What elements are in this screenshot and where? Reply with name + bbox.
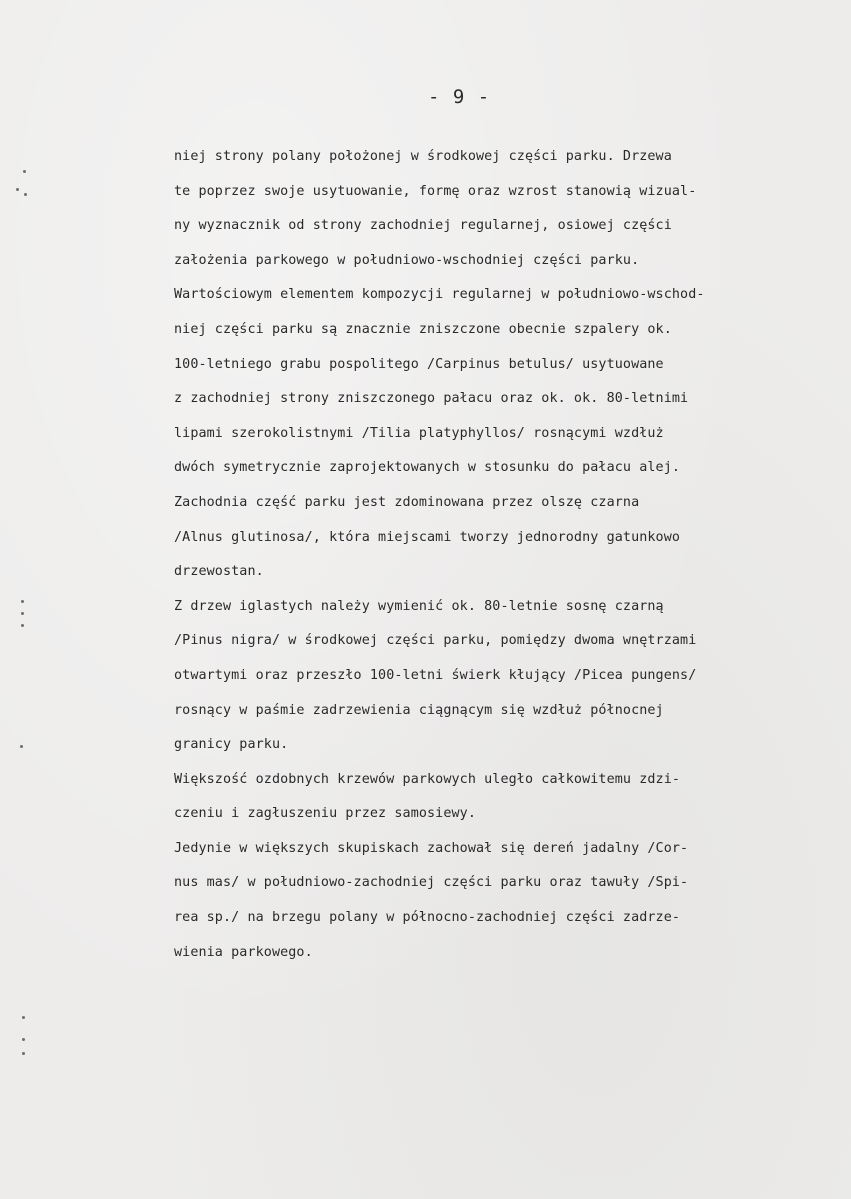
text-line: Wartościowym elementem kompozycji regularnej w południowo-wschod- — [174, 287, 705, 303]
text-line: rea sp./ na brzegu polany w północno-zachodniej części zadrze- — [174, 910, 681, 926]
text-line: te poprzez swoje usytuowanie, formę oraz wzrost stanowią wizual- — [174, 183, 697, 199]
body-text — [174, 140, 844, 970]
page-number: - 9 - — [428, 86, 491, 108]
text-line: Większość ozdobnych krzewów parkowych uległo całkowitemu zdzi- — [174, 771, 681, 787]
text-line: z zachodniej strony zniszczonego pałacu oraz ok. ok. 80-letnimi — [174, 391, 689, 407]
scan-speck — [22, 1038, 25, 1041]
scan-speck — [22, 1052, 25, 1055]
text-line: 100-letniego grabu pospolitego /Carpinus betulus/ usytuowane — [174, 356, 664, 372]
text-line: drzewostan. — [174, 564, 264, 580]
scan-speck — [21, 624, 24, 627]
text-line: ny wyznacznik od strony zachodniej regularnej, osiowej części — [174, 218, 672, 234]
text-line: rosnący w paśmie zadrzewienia ciągnącym się wzdłuż północnej — [174, 702, 664, 718]
text-line: Jedynie w większych skupiskach zachował się dereń jadalny /Cor- — [174, 840, 689, 856]
text-line: czeniu i zagłuszeniu przez samosiewy. — [174, 806, 476, 822]
text-line: Z drzew iglastych należy wymienić ok. 80-letnie sosnę czarną — [174, 598, 664, 614]
scan-speck — [24, 193, 27, 196]
text-line: otwartymi oraz przeszło 100-letni świerk kłujący /Picea pungens/ — [174, 667, 697, 683]
scan-speck — [16, 188, 19, 191]
text-line: założenia parkowego w południowo-wschodniej części parku. — [174, 252, 640, 268]
text-line: /Pinus nigra/ w środkowej części parku, pomiędzy dwoma wnętrzami — [174, 633, 697, 649]
text-line: nus mas/ w południowo-zachodniej części parku oraz tawuły /Spi- — [174, 875, 689, 891]
text-line: /Alnus glutinosa/, która miejscami tworzy jednorodny gatunkowo — [174, 529, 681, 545]
text-line: wienia parkowego. — [174, 944, 313, 960]
scan-speck — [20, 745, 23, 748]
scan-speck — [21, 612, 24, 615]
scan-speck — [23, 170, 26, 173]
scan-speck — [21, 600, 24, 603]
text-line: Zachodnia część parku jest zdominowana przez olszę czarna — [174, 494, 640, 510]
text-line: dwóch symetrycznie zaprojektowanych w stosunku do pałacu alej. — [174, 460, 681, 476]
text-line: lipami szerokolistnymi /Tilia platyphyllos/ rosnącymi wzdłuż — [174, 425, 664, 441]
text-line: niej części parku są znacznie zniszczone obecnie szpalery ok. — [174, 321, 672, 337]
scan-speck — [22, 1016, 25, 1019]
text-line: granicy parku. — [174, 737, 289, 753]
text-line: niej strony polany położonej w środkowej części parku. Drzewa — [174, 149, 672, 164]
